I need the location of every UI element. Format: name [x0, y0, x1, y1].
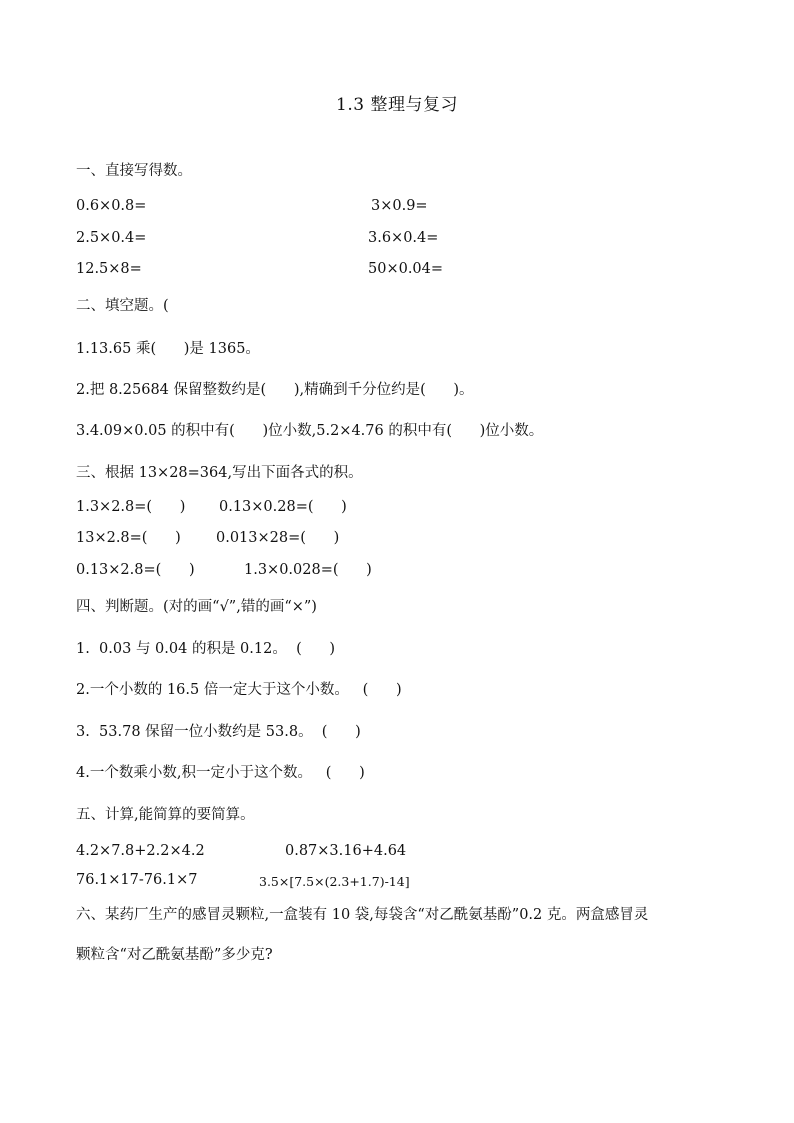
s5-expression-4: 3.5×[7.5×(2.3+1.7)-14]	[259, 874, 410, 889]
s4-question-3: 3. 53.78 保留一位小数约是 53.8。 ( )	[76, 724, 361, 740]
s5-expression-3: 76.1×17-76.1×7	[76, 872, 198, 888]
s3-item-6: 1.3×0.028=( )	[244, 562, 372, 578]
s3-item-3: 13×2.8=( )	[76, 530, 181, 546]
s4-question-2: 2.一个小数的 16.5 倍一定大于这个小数。 ( )	[76, 682, 402, 698]
s3-item-4: 0.013×28=( )	[216, 530, 340, 546]
s1-item-2: 3×0.9=	[371, 198, 428, 214]
section-1-heading: 一、直接写得数。	[76, 163, 192, 179]
s5-expression-2: 0.87×3.16+4.64	[285, 843, 407, 859]
s2-question-3: 3.4.09×0.05 的积中有( )位小数,5.2×4.76 的积中有( )位小数。	[76, 423, 544, 439]
s4-question-1: 1. 0.03 与 0.04 的积是 0.12。 ( )	[76, 641, 336, 657]
section-2-heading: 二、填空题。(	[76, 298, 169, 314]
s3-item-1: 1.3×2.8=( )	[76, 499, 186, 515]
s1-item-6: 50×0.04=	[368, 261, 444, 277]
section-6-line-2: 颗粒含“对乙酰氨基酚”多少克?	[76, 947, 273, 963]
section-5-heading: 五、计算,能简算的要简算。	[76, 807, 255, 823]
s1-item-3: 2.5×0.4=	[76, 230, 147, 246]
s1-item-4: 3.6×0.4=	[368, 230, 439, 246]
section-4-heading: 四、判断题。(对的画“√”,错的画“×”)	[76, 599, 317, 615]
s4-question-4: 4.一个数乘小数,积一定小于这个数。 ( )	[76, 765, 365, 781]
s2-question-1: 1.13.65 乘( )是 1365。	[76, 341, 260, 357]
s3-item-2: 0.13×0.28=( )	[219, 499, 347, 515]
s1-item-5: 12.5×8=	[76, 261, 142, 277]
page-title: 1.3 整理与复习	[336, 95, 458, 115]
section-6-line-1: 六、某药厂生产的感冒灵颗粒,一盒装有 10 袋,每袋含“对乙酰氨基酚”0.2 克。两盒感冒灵	[76, 907, 649, 923]
s1-item-1: 0.6×0.8=	[76, 198, 147, 214]
section-3-heading: 三、根据 13×28=364,写出下面各式的积。	[76, 465, 363, 481]
s5-expression-1: 4.2×7.8+2.2×4.2	[76, 843, 205, 859]
s3-item-5: 0.13×2.8=( )	[76, 562, 195, 578]
s2-question-2: 2.把 8.25684 保留整数约是( ),精确到千分位约是( )。	[76, 382, 474, 398]
